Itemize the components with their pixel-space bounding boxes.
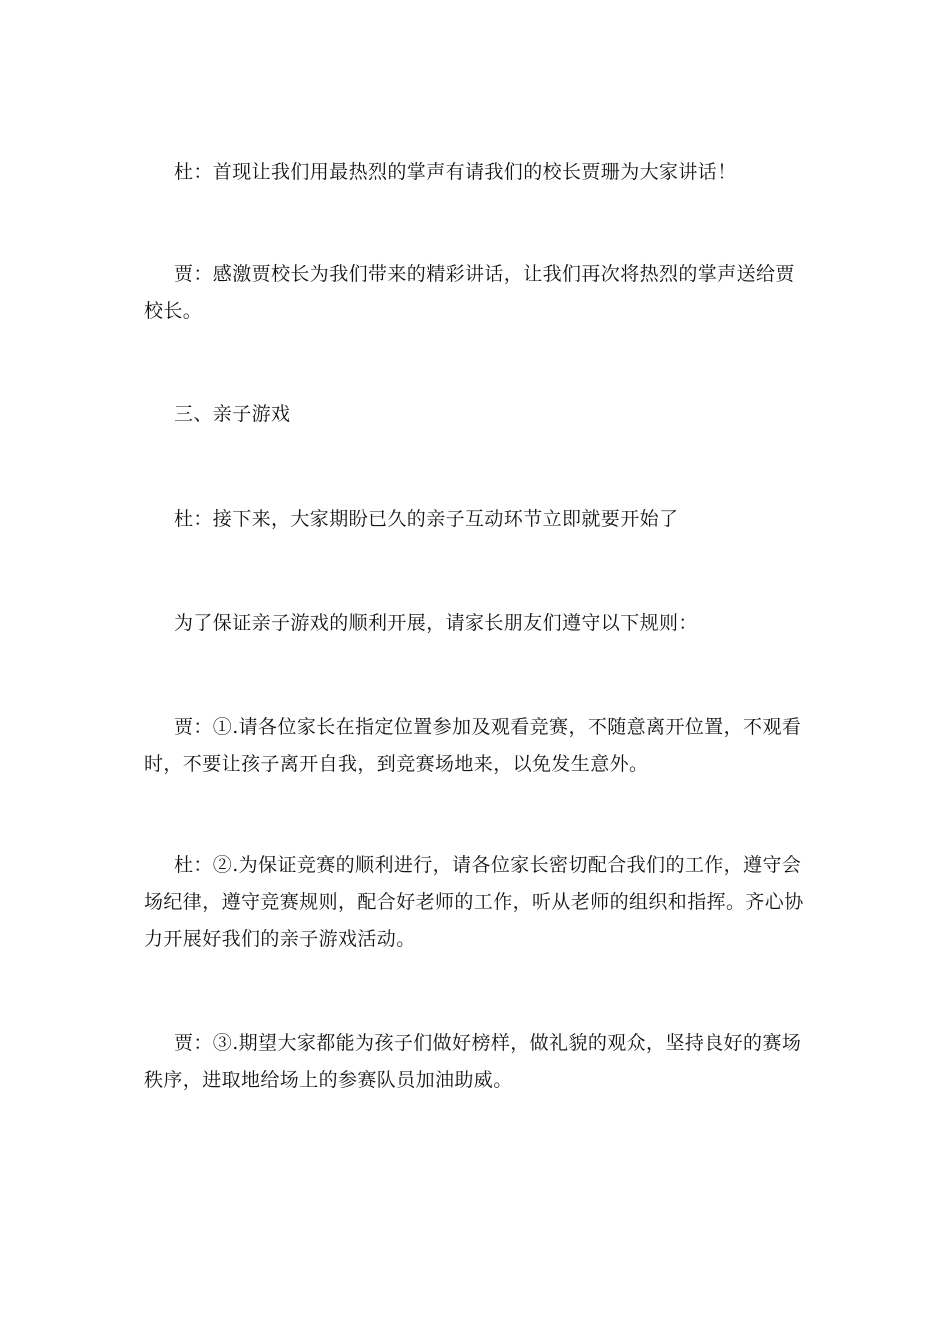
paragraph-rules-intro: 为了保证亲子游戏的顺利开展，请家长朋友们遵守以下规则： (174, 612, 698, 634)
paragraph-interaction-start: 杜：接下来，大家期盼已久的亲子互动环节立即就要开始了 (174, 508, 679, 530)
paragraph-rule-3: 贾：③.期望大家都能为孩子们做好榜样，做礼貌的观众，坚持良好的赛场秩序，进取地给场上的参赛队员加油助威。 (144, 1032, 802, 1091)
section-heading-parent-child-games: 三、亲子游戏 (174, 403, 291, 425)
paragraph-thanks-principal: 贾：感激贾校长为我们带来的精彩讲话，让我们再次将热烈的掌声送给贾校长。 (144, 263, 795, 322)
paragraph-principal-speech-intro: 杜：首现让我们用最热烈的掌声有请我们的校长贾珊为大家讲话！ (174, 161, 737, 183)
paragraph-rule-2: 杜：②.为保证竞赛的顺利进行，请各位家长密切配合我们的工作，遵守会场纪律，遵守竞赛规则，配合好老师的工作，听从老师的组织和指挥。齐心协力开展好我们的亲子游戏活动。 (144, 854, 804, 950)
paragraph-rule-1: 贾：①.请各位家长在指定位置参加及观看竞赛，不随意离开位置，不观看时，不要让孩子离开自我，到竞赛场地来，以免发生意外。 (144, 716, 802, 775)
